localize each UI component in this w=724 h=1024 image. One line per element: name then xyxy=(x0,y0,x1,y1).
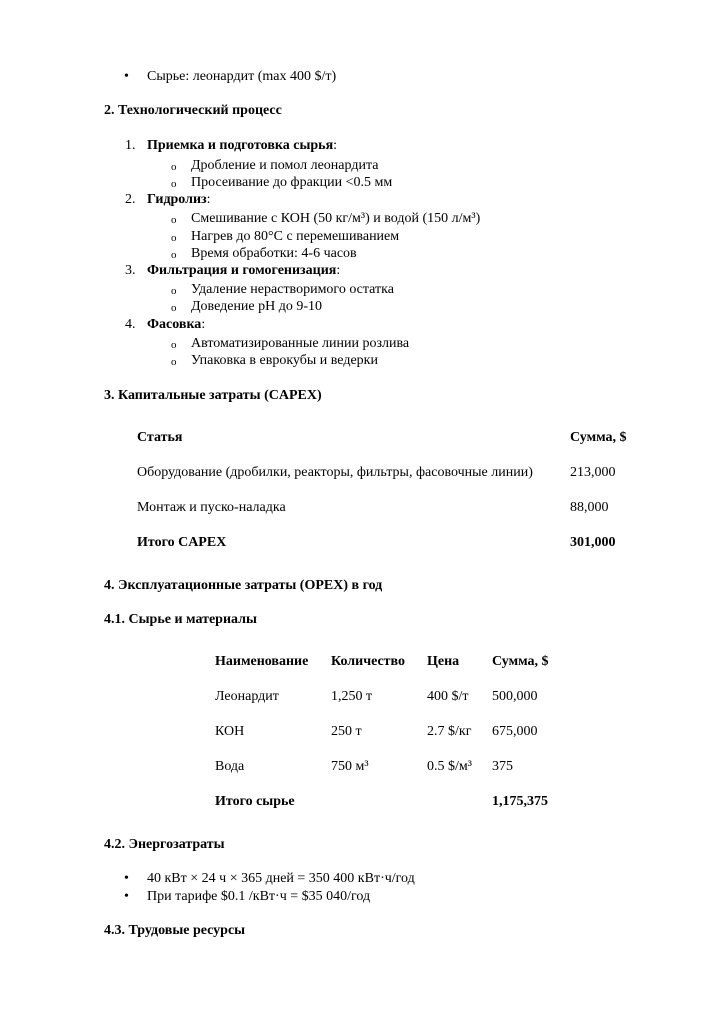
list-item: Сырье: леонардит (max 400 $/т) xyxy=(147,69,337,84)
table-cell: Монтаж и пуско-наладка xyxy=(137,500,286,515)
list-item: Время обработки: 4-6 часов xyxy=(191,246,357,261)
section-heading: 4. Эксплуатационные затраты (OPEX) в год xyxy=(104,578,383,593)
list-item: Удаление нерастворимого остатка xyxy=(191,282,394,297)
step-title: Гидролиз: xyxy=(147,192,211,207)
circle-bullet-icon: o xyxy=(171,302,177,314)
subsection-heading: 4.2. Энергозатраты xyxy=(104,837,225,852)
bullet-icon: • xyxy=(124,889,129,904)
list-item: 40 кВт × 24 ч × 365 дней = 350 400 кВт·ч/год xyxy=(147,871,415,886)
list-item: Нагрев до 80°C с перемешиванием xyxy=(191,229,400,244)
table-cell: КОН xyxy=(215,724,245,739)
table-cell: Леонардит xyxy=(215,689,279,704)
bullet-icon: • xyxy=(124,871,129,886)
table-cell: 213,000 xyxy=(570,465,616,480)
bullet-icon: • xyxy=(124,69,129,84)
list-item: Смешивание с КОН (50 кг/м³) и водой (150 л/м³) xyxy=(191,211,481,226)
table-total-value: 1,175,375 xyxy=(492,794,548,809)
table-header: Сумма, $ xyxy=(492,654,549,669)
table-total-label: Итого CAPEX xyxy=(137,535,227,550)
table-cell: 400 $/т xyxy=(427,689,469,704)
list-item: Упаковка в еврокубы и ведерки xyxy=(191,353,378,368)
table-cell: Оборудование (дробилки, реакторы, фильтры, фасовочные линии) xyxy=(137,465,533,480)
subsection-heading: 4.1. Сырье и материалы xyxy=(104,612,257,627)
circle-bullet-icon: o xyxy=(171,178,177,190)
subsection-heading: 4.3. Трудовые ресурсы xyxy=(104,923,246,938)
table-header: Статья xyxy=(137,430,183,445)
table-header: Количество xyxy=(331,654,406,669)
table-cell: 675,000 xyxy=(492,724,538,739)
table-cell: 2.7 $/кг xyxy=(427,724,472,739)
circle-bullet-icon: o xyxy=(171,285,177,297)
table-cell: Вода xyxy=(215,759,245,774)
table-cell: 750 м³ xyxy=(331,759,369,774)
list-item: Доведение pH до 9-10 xyxy=(191,299,323,314)
step-number: 1. xyxy=(125,138,136,153)
table-cell: 250 т xyxy=(331,724,362,739)
circle-bullet-icon: o xyxy=(171,214,177,226)
table-cell: 375 xyxy=(492,759,513,774)
table-total-value: 301,000 xyxy=(570,535,616,550)
step-number: 2. xyxy=(125,192,136,207)
section-heading: 3. Капитальные затраты (CAPEX) xyxy=(104,388,322,403)
step-title: Фильтрация и гомогенизация: xyxy=(147,263,341,278)
table-header: Наименование xyxy=(215,654,309,669)
circle-bullet-icon: o xyxy=(171,356,177,368)
circle-bullet-icon: o xyxy=(171,232,177,244)
list-item: Автоматизированные линии розлива xyxy=(191,336,410,351)
circle-bullet-icon: o xyxy=(171,249,177,261)
list-item: При тарифе $0.1 /кВт·ч = $35 040/год xyxy=(147,889,371,904)
step-number: 3. xyxy=(125,263,136,278)
table-total-label: Итого сырье xyxy=(215,794,295,809)
section-heading: 2. Технологический процесс xyxy=(104,103,282,118)
circle-bullet-icon: o xyxy=(171,339,177,351)
list-item: Дробление и помол леонардита xyxy=(191,158,379,173)
table-cell: 1,250 т xyxy=(331,689,373,704)
table-cell: 0.5 $/м³ xyxy=(427,759,472,774)
table-cell: 88,000 xyxy=(570,500,609,515)
table-cell: 500,000 xyxy=(492,689,538,704)
table-header: Сумма, $ xyxy=(570,430,627,445)
step-title: Фасовка: xyxy=(147,317,206,332)
table-header: Цена xyxy=(427,654,460,669)
circle-bullet-icon: o xyxy=(171,161,177,173)
step-title: Приемка и подготовка сырья: xyxy=(147,138,338,153)
list-item: Просеивание до фракции <0.5 мм xyxy=(191,175,393,190)
step-number: 4. xyxy=(125,317,136,332)
